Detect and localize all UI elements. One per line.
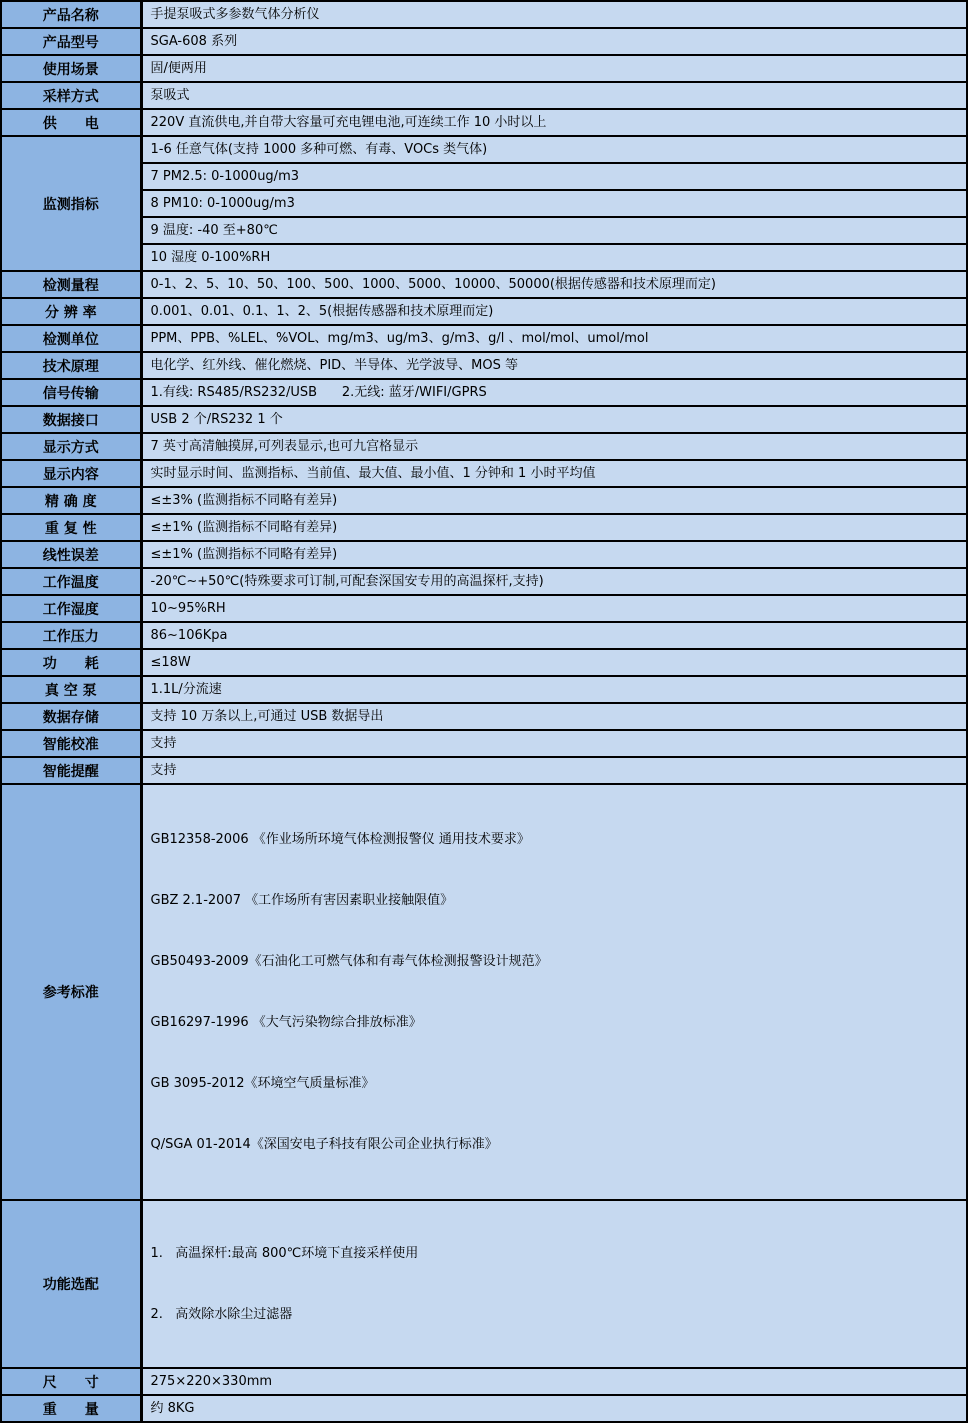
label-working-temperature: 工作温度 <box>1 568 141 595</box>
value-display-content: 实时显示时间、监测指标、当前值、最大值、最小值、1 分钟和 1 小时平均值 <box>141 460 967 487</box>
value-technical-principle: 电化学、红外线、催化燃烧、PID、半导体、光学波导、MOS 等 <box>141 352 967 379</box>
label-working-humidity: 工作湿度 <box>1 595 141 622</box>
reference-standard-line: GB12358-2006 《作业场所环境气体检测报警仪 通用技术要求》 <box>150 832 530 847</box>
label-display-mode: 显示方式 <box>1 433 141 460</box>
label-smart-reminder: 智能提醒 <box>1 757 141 784</box>
value-sampling-method: 泵吸式 <box>141 82 967 109</box>
row-weight <box>1 1395 967 1422</box>
row-monitoring-indicator-3 <box>1 190 967 217</box>
label-display-content: 显示内容 <box>1 460 141 487</box>
label-detection-unit: 检测单位 <box>1 325 141 352</box>
label-resolution: 分 辨 率 <box>1 298 141 325</box>
row-repeatability <box>1 514 967 541</box>
row-data-interface <box>1 406 967 433</box>
value-accuracy: ≤±3% (监测指标不同略有差异) <box>141 487 967 514</box>
value-working-temperature: -20℃~+50℃(特殊要求可订制,可配套深国安专用的高温探杆,支持) <box>141 568 967 595</box>
label-weight: 重 量 <box>1 1395 141 1422</box>
value-reference-standards <box>141 784 967 1200</box>
label-reference-standards: 参考标准 <box>1 784 141 1200</box>
value-product-model: SGA-608 系列 <box>141 28 967 55</box>
row-reference-standards <box>1 784 967 1200</box>
row-resolution <box>1 298 967 325</box>
value-working-humidity: 10~95%RH <box>141 595 967 622</box>
value-working-pressure: 86~106Kpa <box>141 622 967 649</box>
row-data-storage <box>1 703 967 730</box>
row-smart-reminder <box>1 757 967 784</box>
row-display-mode <box>1 433 967 460</box>
label-power-consumption: 功 耗 <box>1 649 141 676</box>
label-data-interface: 数据接口 <box>1 406 141 433</box>
row-optional-features <box>1 1200 967 1368</box>
label-smart-calibration: 智能校准 <box>1 730 141 757</box>
label-signal-transmission: 信号传输 <box>1 379 141 406</box>
row-working-humidity <box>1 595 967 622</box>
row-monitoring-indicator-5 <box>1 244 967 271</box>
row-monitoring-indicators <box>1 136 967 163</box>
value-display-mode: 7 英寸高清触摸屏,可列表显示,也可九宫格显示 <box>141 433 967 460</box>
optional-feature-line: 1. 高温探杆:最高 800℃环境下直接采样使用 <box>150 1246 419 1261</box>
value-data-storage: 支持 10 万条以上,可通过 USB 数据导出 <box>141 703 967 730</box>
row-vacuum-pump <box>1 676 967 703</box>
row-power-supply <box>1 109 967 136</box>
row-working-temperature <box>1 568 967 595</box>
reference-standard-line: Q/SGA 01-2014《深国安电子科技有限公司企业执行标准》 <box>150 1137 498 1152</box>
value-vacuum-pump: 1.1L/分流速 <box>141 676 967 703</box>
value-detection-unit: PPM、PPB、%LEL、%VOL、mg/m3、ug/m3、g/m3、g/l 、mol/mol、umol/mol <box>141 325 967 352</box>
value-power-consumption: ≤18W <box>141 649 967 676</box>
value-optional-features <box>141 1200 967 1368</box>
label-working-pressure: 工作压力 <box>1 622 141 649</box>
row-product-model <box>1 28 967 55</box>
row-power-consumption <box>1 649 967 676</box>
row-signal-transmission <box>1 379 967 406</box>
row-monitoring-indicator-2 <box>1 163 967 190</box>
label-vacuum-pump: 真 空 泵 <box>1 676 141 703</box>
value-data-interface: USB 2 个/RS232 1 个 <box>141 406 967 433</box>
value-monitoring-indicator-3: 8 PM10: 0-1000ug/m3 <box>141 190 967 217</box>
reference-standard-line: GBZ 2.1-2007 《工作场所有害因素职业接触限值》 <box>150 893 454 908</box>
label-accuracy: 精 确 度 <box>1 487 141 514</box>
label-dimensions: 尺 寸 <box>1 1368 141 1395</box>
label-data-storage: 数据存储 <box>1 703 141 730</box>
label-linearity-error: 线性误差 <box>1 541 141 568</box>
row-monitoring-indicator-4 <box>1 217 967 244</box>
value-smart-reminder: 支持 <box>141 757 967 784</box>
value-usage-scenario: 固/便两用 <box>141 55 967 82</box>
row-usage-scenario <box>1 55 967 82</box>
reference-standard-line: GB16297-1996 《大气污染物综合排放标准》 <box>150 1015 422 1030</box>
value-linearity-error: ≤±1% (监测指标不同略有差异) <box>141 541 967 568</box>
label-technical-principle: 技术原理 <box>1 352 141 379</box>
row-accuracy <box>1 487 967 514</box>
value-monitoring-indicator-1: 1-6 任意气体(支持 1000 多种可燃、有毒、VOCs 类气体) <box>141 136 967 163</box>
row-detection-range <box>1 271 967 298</box>
value-monitoring-indicator-4: 9 温度: -40 至+80℃ <box>141 217 967 244</box>
row-linearity-error <box>1 541 967 568</box>
row-detection-unit <box>1 325 967 352</box>
label-repeatability: 重 复 性 <box>1 514 141 541</box>
label-usage-scenario: 使用场景 <box>1 55 141 82</box>
value-dimensions: 275×220×330mm <box>141 1368 967 1395</box>
value-signal-transmission: 1.有线: RS485/RS232/USB 2.无线: 蓝牙/WIFI/GPRS <box>141 379 967 406</box>
row-product-name <box>1 1 967 28</box>
reference-standard-line: GB 3095-2012《环境空气质量标准》 <box>150 1076 375 1091</box>
value-power-supply: 220V 直流供电,并自带大容量可充电锂电池,可连续工作 10 小时以上 <box>141 109 967 136</box>
value-monitoring-indicator-2: 7 PM2.5: 0-1000ug/m3 <box>141 163 967 190</box>
row-sampling-method <box>1 82 967 109</box>
row-working-pressure <box>1 622 967 649</box>
value-product-name: 手提泵吸式多参数气体分析仪 <box>141 1 967 28</box>
label-detection-range: 检测量程 <box>1 271 141 298</box>
label-monitoring-indicators: 监测指标 <box>1 136 141 271</box>
row-dimensions <box>1 1368 967 1395</box>
optional-feature-line: 2. 高效除水除尘过滤器 <box>150 1307 293 1322</box>
row-smart-calibration <box>1 730 967 757</box>
value-monitoring-indicator-5: 10 湿度 0-100%RH <box>141 244 967 271</box>
value-resolution: 0.001、0.01、0.1、1、2、5(根据传感器和技术原理而定) <box>141 298 967 325</box>
value-weight: 约 8KG <box>141 1395 967 1422</box>
value-smart-calibration: 支持 <box>141 730 967 757</box>
row-technical-principle <box>1 352 967 379</box>
row-display-content <box>1 460 967 487</box>
reference-standard-line: GB50493-2009《石油化工可燃气体和有毒气体检测报警设计规范》 <box>150 954 548 969</box>
label-product-model: 产品型号 <box>1 28 141 55</box>
value-repeatability: ≤±1% (监测指标不同略有差异) <box>141 514 967 541</box>
label-power-supply: 供 电 <box>1 109 141 136</box>
value-detection-range: 0-1、2、5、10、50、100、500、1000、5000、10000、50000(根据传感器和技术原理而定) <box>141 271 967 298</box>
label-product-name: 产品名称 <box>1 1 141 28</box>
label-optional-features: 功能选配 <box>1 1200 141 1368</box>
label-sampling-method: 采样方式 <box>1 82 141 109</box>
